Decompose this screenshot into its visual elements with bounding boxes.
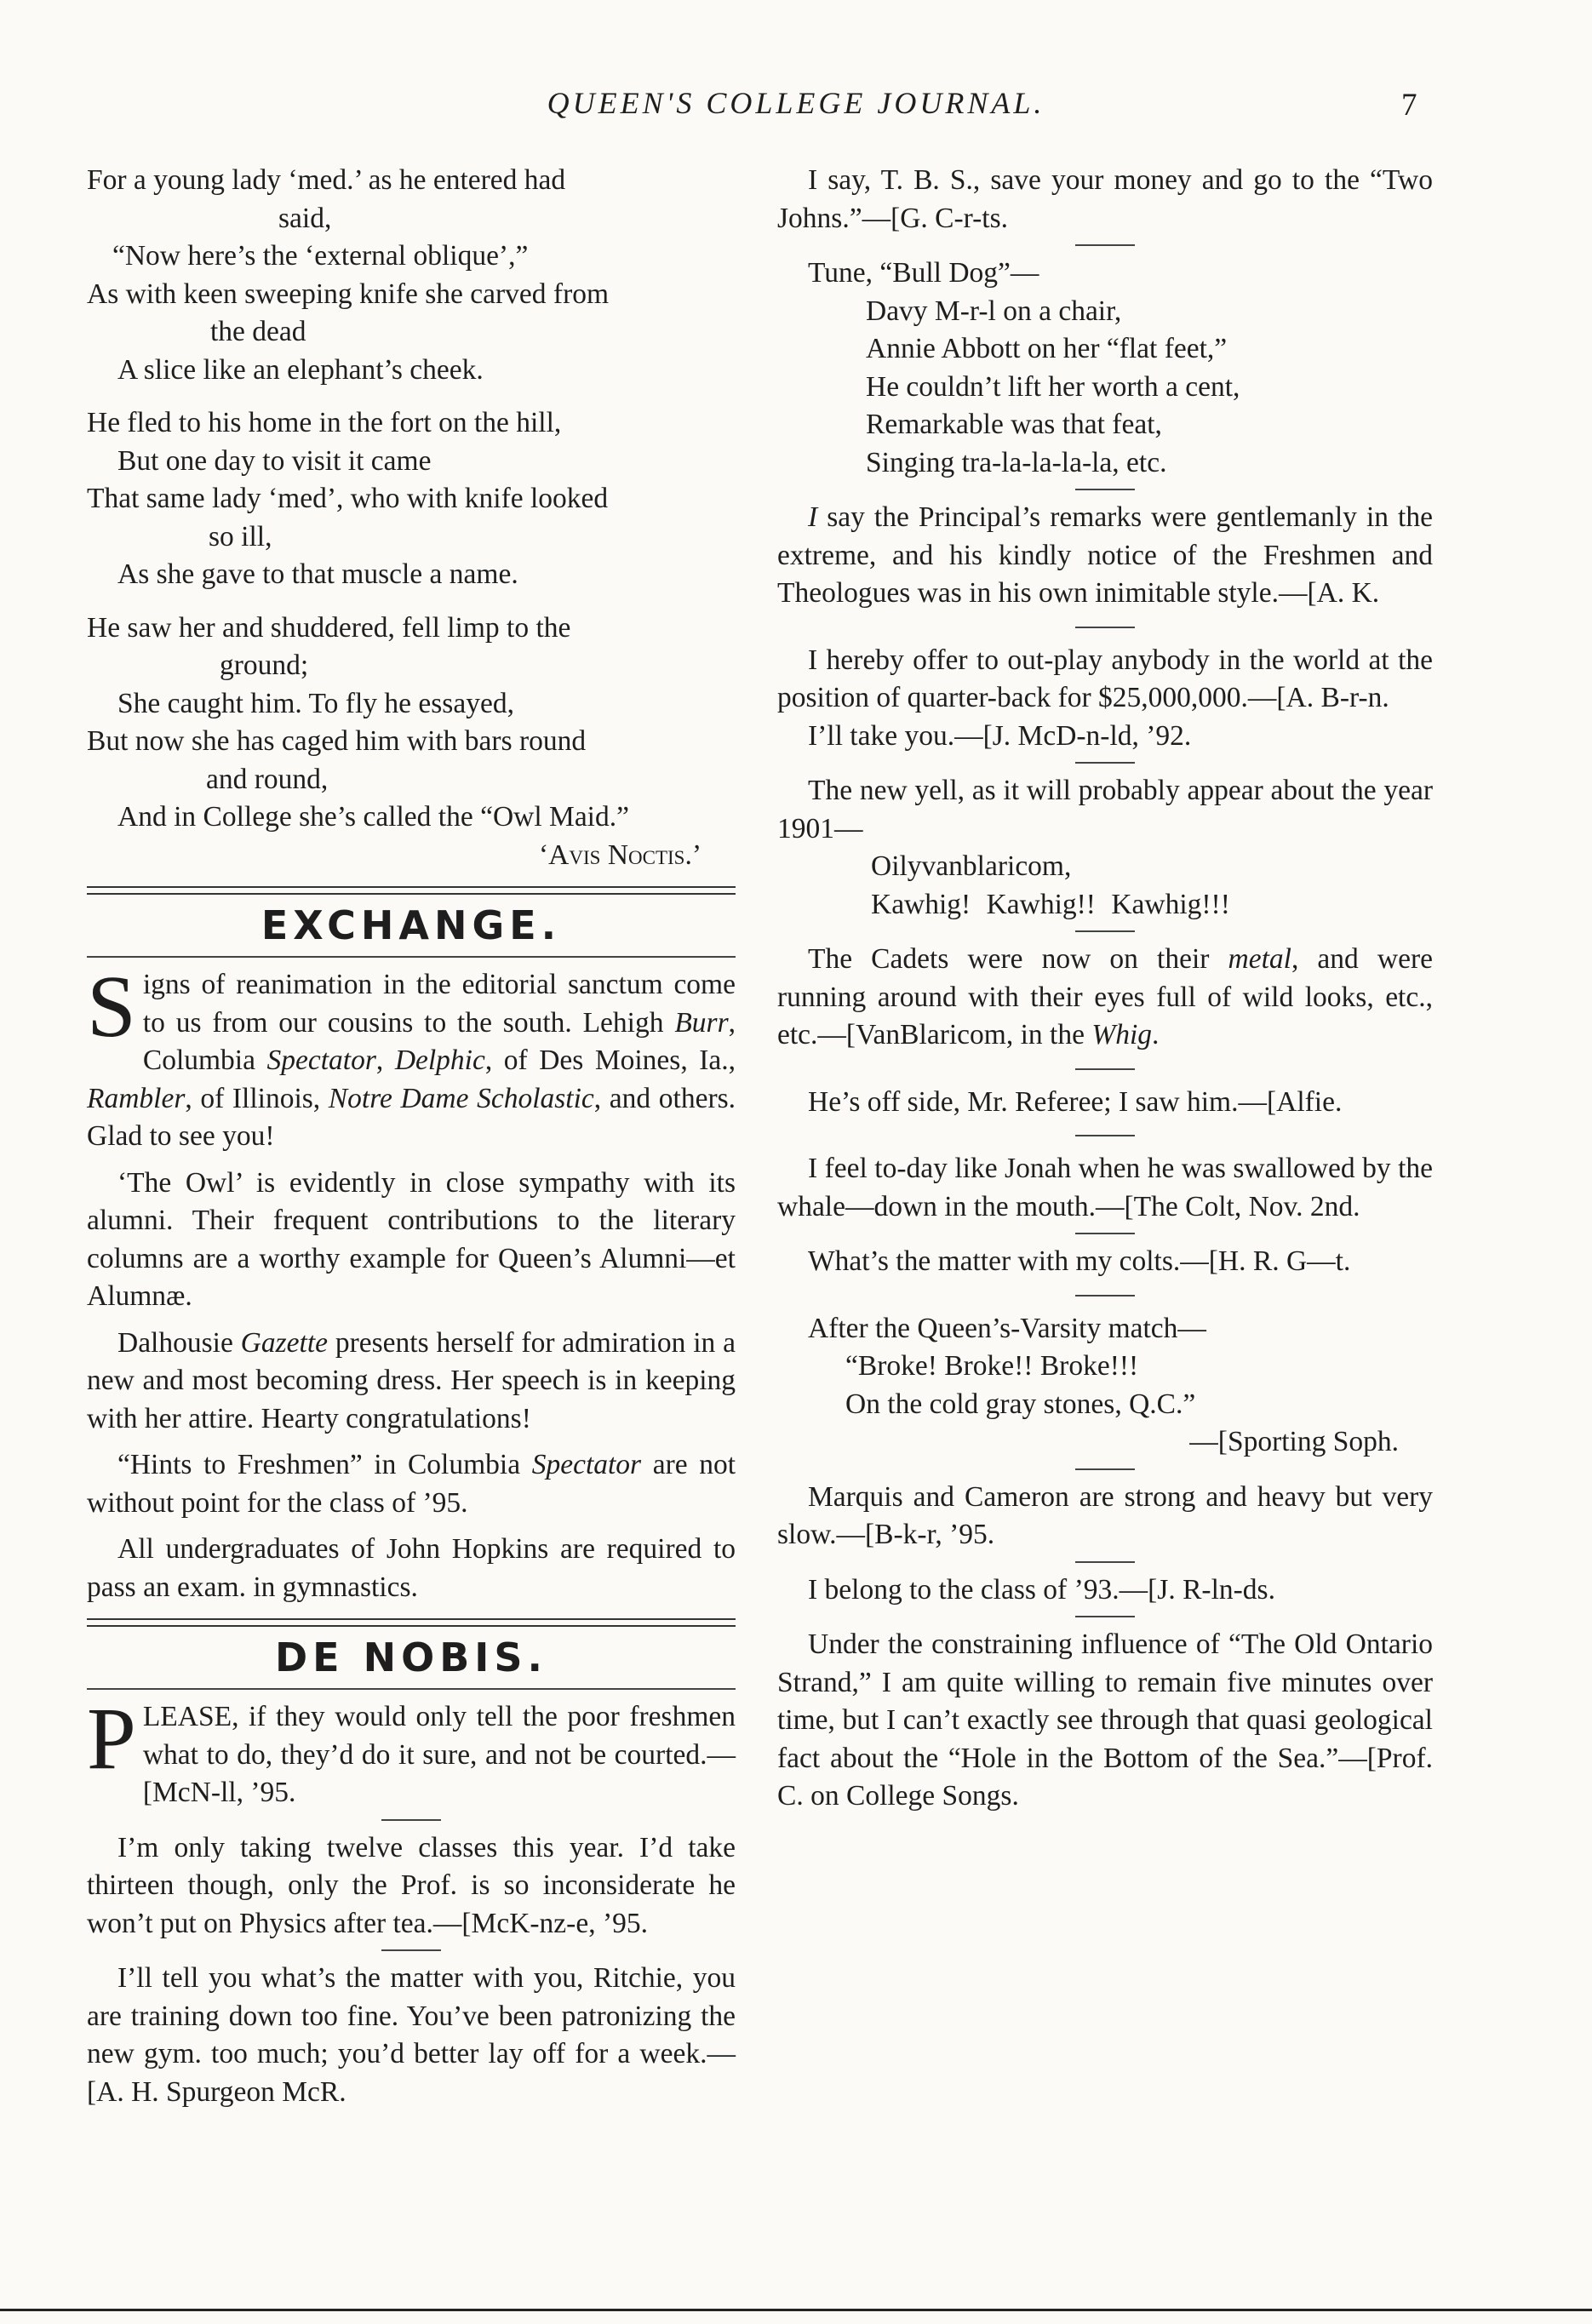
quip: I belong to the class of ’93.—[J. R-ln-ds. [808, 1573, 1275, 1606]
separator-rule [1075, 627, 1135, 628]
de-nobis-paragraph: I’m only taking twelve classes this year. I’d take thirteen though, only the Prof. is so inconsiderate he won’t put on Physics after tea.—[McK-nz-e, ’95. [87, 1831, 736, 1939]
yell-line: Kawhig! Kawhig!! Kawhig!!! [871, 888, 1230, 920]
separator-rule [1075, 1295, 1135, 1297]
quip: I hereby offer to out-play anybody in the world at the position of quarter-back for $25,000,000.—[A. B-r-n. [777, 644, 1433, 713]
drop-cap: P [87, 1690, 136, 1788]
poem-line: said, [278, 202, 332, 234]
poem-line: That same lady ‘med’, who with knife looked [87, 483, 609, 514]
poem-line: For a young lady ‘med.’ as he entered had [87, 164, 566, 196]
quip: I say, T. B. S., save your money and go to the “Two Johns.”—[G. C-r-ts. [777, 164, 1433, 234]
song-line: Singing tra-la-la-la-la, etc. [866, 446, 1167, 478]
song-line: Annie Abbott on her “flat feet,” [866, 333, 1228, 364]
poem-line: As she gave to that muscle a name. [117, 558, 518, 590]
de-nobis-heading: DE NOBIS. [274, 1634, 547, 1680]
separator-rule [1075, 930, 1135, 932]
poem-line: And in College she’s called the “Owl Maid.” [117, 801, 629, 833]
poem-line: so ill, [209, 520, 272, 552]
poem-line: the dead [210, 316, 306, 347]
exchange-paragraph: All undergraduates of John Hopkins are required to pass an exam. in gymnastics. [87, 1533, 736, 1603]
separator-rule [1075, 1468, 1135, 1470]
match-signature: —[Sporting Soph. [1189, 1426, 1399, 1457]
poem-line: But now she has caged him with bars round [87, 725, 587, 757]
running-title: QUEEN'S COLLEGE JOURNAL. [547, 86, 1045, 120]
de-nobis-paragraph: I’ll tell you what’s the matter with you, Ritchie, you are training down too fine. You’ve been patronizing the new gym. too much; you’d better lay off for a week.—[A. H. Spurgeon McR. [87, 1962, 736, 2108]
quip: Marquis and Cameron are strong and heavy but very slow.—[B-k-r, ’95. [777, 1480, 1433, 1550]
quip: The new yell, as it will probably appear about the year 1901— [777, 775, 1433, 844]
separator-rule [1075, 1561, 1135, 1563]
quip: I say the Principal’s remarks were gentlemanly in the extreme, and his kindly notice of the Freshmen and Theologues was in his own inimitable style.—[A. K. [777, 501, 1433, 609]
poem-line: But one day to visit it came [117, 444, 432, 477]
poem-line: A slice like an elephant’s cheek. [117, 353, 484, 386]
exchange-paragraph: Signs of reanimation in the editorial sanctum come to us from our cousins to the south. Lehigh Burr, Columbia Spectator, Delphic, of Des Moines, Ia., Rambler, of Illinois, Notre Dame Scholastic, and others. Glad to see you! [87, 958, 736, 1152]
poem-line: ground; [220, 650, 309, 681]
match-line: After the Queen’s-Varsity match— [808, 1312, 1206, 1344]
poem-line: He fled to his home in the fort on the hill, [87, 407, 562, 438]
de-nobis-section [87, 1690, 736, 2111]
quip: I feel to-day like Jonah when he was swallowed by the whale—down in the mouth.—[The Colt, Nov. 2nd. [777, 1153, 1433, 1222]
right-column [777, 162, 1433, 1816]
exchange-section [87, 958, 736, 1606]
quip: I’ll take you.—[J. McD-n-ld, ’92. [808, 719, 1192, 752]
yell-line: Oilyvanblaricom, [871, 850, 1072, 882]
exchange-paragraph: Dalhousie Gazette presents herself for admiration in a new and most becoming dress. Her speech is in keeping with her attire. Hearty congratulations! [87, 1326, 736, 1434]
poem-line: “Now here’s the ‘external oblique’,” [112, 240, 529, 272]
poem-line: and round, [206, 763, 329, 795]
separator-rule [1075, 489, 1135, 490]
page-header [0, 85, 1592, 136]
separator-rule [1075, 1233, 1135, 1234]
song-intro: Tune, “Bull Dog”— [808, 257, 1039, 289]
heading-underline [87, 956, 736, 958]
page-number: 7 [1401, 88, 1417, 123]
match-line: On the cold gray stones, Q.C.” [845, 1388, 1196, 1420]
separator-rule [1075, 762, 1135, 764]
separator-rule [1075, 1068, 1135, 1070]
de-nobis-paragraph: PLEASE, if they would only tell the poor freshmen what to do, they’d do it sure, and not be courted.—[McN-ll, ’95. [87, 1690, 736, 1808]
poem-line: As with keen sweeping knife she carved from [87, 278, 610, 310]
poem-line: He saw her and shuddered, fell limp to the [87, 611, 571, 644]
quip: He’s off side, Mr. Referee; I saw him.—[Alfie. [808, 1085, 1343, 1118]
exchange-paragraph: “Hints to Freshmen” in Columbia Spectator are not without point for the class of ’95. [87, 1449, 736, 1519]
left-column [87, 162, 736, 2111]
separator-rule [1075, 244, 1135, 246]
separator-rule [381, 1819, 441, 1821]
bottom-edge-rule [0, 2309, 1592, 2311]
separator-rule [1075, 1135, 1135, 1136]
section-divider [87, 1618, 736, 1627]
heading-underline [87, 1688, 736, 1690]
quip: The Cadets were now on their metal, and were running around with their eyes full of wild looks, etc., etc.—[VanBlaricom, in the Whig. [777, 943, 1433, 1050]
drop-cap: S [87, 958, 136, 1056]
song-line: Remarkable was that feat, [866, 409, 1162, 440]
quip: What’s the matter with my colts.—[H. R. G—t. [808, 1245, 1351, 1277]
match-line: “Broke! Broke!! Broke!!! [845, 1350, 1139, 1382]
exchange-paragraph: ‘The Owl’ is evidently in close sympathy with its alumni. Their frequent contributions to the literary columns are a worthy example for Queen’s Alumni—et Alumnæ. [87, 1166, 736, 1312]
section-divider [87, 886, 736, 895]
quip: Under the constraining influence of “The Old Ontario Strand,” I am quite willing to remain five minutes over time, but I can’t exactly see through that quasi geological fact about the “Hole in the Bottom of the Sea.”—[Prof. C. on College Songs. [777, 1629, 1433, 1812]
separator-rule [381, 1949, 441, 1951]
separator-rule [1075, 1616, 1135, 1617]
poem-signature: ‘Avis Noctis.’ [539, 839, 702, 871]
song-line: He couldn’t lift her worth a cent, [866, 370, 1240, 403]
poem-line: She caught him. To fly he essayed, [117, 687, 514, 719]
poem [87, 162, 736, 874]
exchange-heading: EXCHANGE. [261, 902, 562, 948]
song-line: Davy M-r-l on a chair, [866, 295, 1122, 327]
